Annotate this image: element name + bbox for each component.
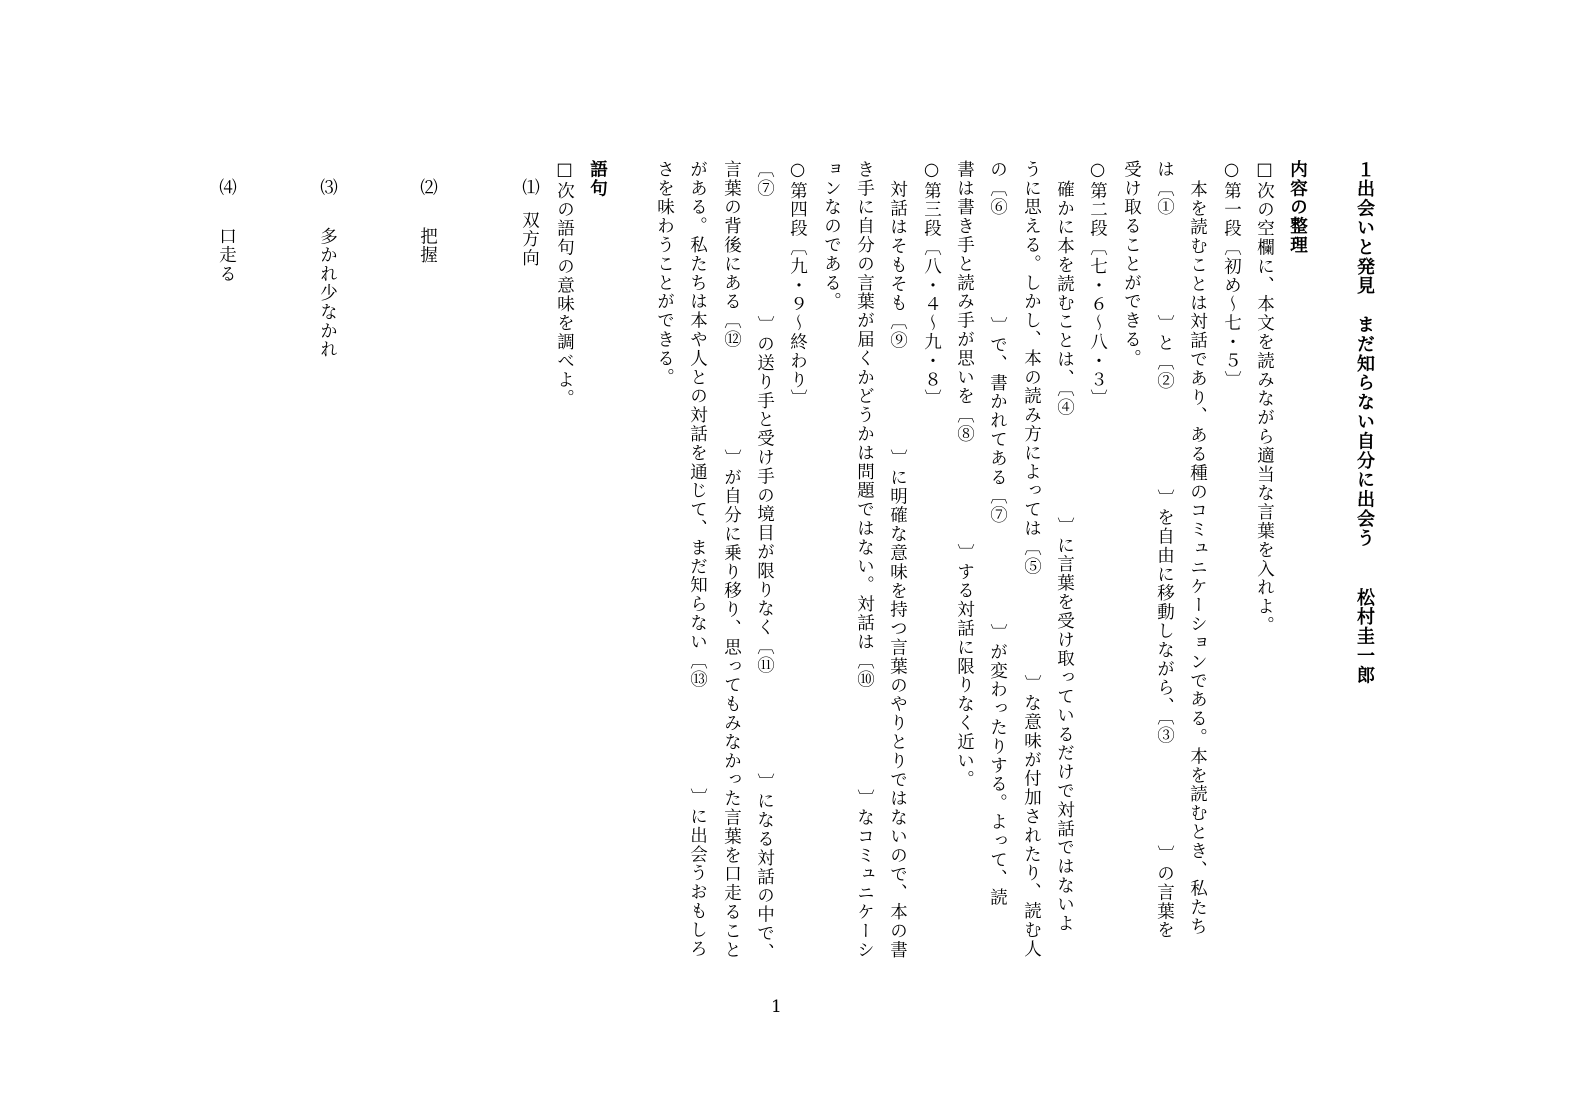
- paragraph-line: さを味わうことができる。: [654, 160, 675, 387]
- paragraph-line: [1155, 160, 1173, 940]
- vocab-item: [520, 178, 538, 268]
- vocab-item-number: ⑵: [417, 178, 438, 197]
- line-text: 〕が自分に乗り移り、思ってもみなかった言葉を口走ること: [721, 449, 742, 960]
- section-heading-content: 内容の整理: [1287, 160, 1308, 255]
- line-text: の〔⑥: [987, 160, 1008, 217]
- paragraph-line: ○第二段〔七・６～八・３〕: [1087, 160, 1108, 409]
- line-text: 〕になる対話の中で、: [754, 772, 775, 962]
- paragraph-line: [988, 160, 1006, 907]
- vocab-item-number: ⑷: [216, 178, 237, 197]
- line-text: 〕の送り手と受け手の境目が限りなく〔⑪: [754, 315, 775, 675]
- vocab-item-term: 多かれ少なかれ: [317, 226, 338, 360]
- line-text: 〔⑦: [754, 160, 775, 198]
- line-text: 〕する対話に限りなく近い。: [954, 543, 975, 790]
- header-column: [1355, 160, 1373, 685]
- paragraph-line: [888, 180, 906, 959]
- section-instruction: □次の語句の意味を調べよ。: [554, 160, 575, 409]
- vocab-item: [217, 178, 235, 284]
- line-text: き手に自分の言葉が届くかどうかは問題ではない。対話は〔⑩: [854, 160, 875, 690]
- paragraph-line: [688, 160, 706, 958]
- paragraph-line: [955, 160, 973, 789]
- line-text: 〕で、書かれてある〔⑦: [987, 316, 1008, 525]
- line-text: 対話はそもそも〔⑨: [887, 180, 908, 351]
- vocab-item-number: ⑶: [317, 178, 338, 197]
- page-number: 1: [771, 997, 782, 1017]
- line-text: 確かに本を読むことは、〔④: [1054, 180, 1075, 417]
- paragraph-line: 本を読むことは対話であり、ある種のコミュニケーションである。本を読むとき、私たち: [1187, 180, 1208, 936]
- line-text: は〔①: [1154, 160, 1175, 217]
- paragraph-line: [1022, 160, 1040, 958]
- paragraph-line: [1055, 180, 1073, 933]
- line-text: 〕が変わったりする。よって、読: [987, 623, 1008, 908]
- line-text: 〕に言葉を受け取っているだけで対話ではないよ: [1054, 516, 1075, 933]
- paragraph-line: [855, 160, 873, 959]
- paragraph-line: 受け取ることができる。: [1121, 160, 1142, 368]
- document-title: １出会いと発見 まだ知らない自分に出会う: [1354, 160, 1375, 548]
- paragraph-line: [755, 160, 773, 962]
- vocab-item-number: ⑴: [519, 178, 540, 197]
- line-text: 書は書き手と読み手が思いを〔⑧: [954, 160, 975, 444]
- line-text: 〕な意味が付加されたり、読む人: [1021, 674, 1042, 959]
- line-text: うに思える。しかし、本の読み方によっては〔⑤: [1021, 160, 1042, 576]
- section-instruction: □次の空欄に、本文を読みながら適当な言葉を入れよ。: [1254, 160, 1275, 635]
- paragraph-line: ○第一段〔初め～七・５〕: [1221, 160, 1242, 390]
- line-text: 〕の言葉を: [1154, 845, 1175, 940]
- line-text: 〕と〔②: [1154, 314, 1175, 391]
- line-text: 〕に出会うおもしろ: [687, 788, 708, 959]
- vocab-item-term: 口走る: [216, 226, 237, 284]
- vocab-item: [418, 178, 436, 265]
- paragraph-line: ョンなのである。: [821, 160, 842, 312]
- paragraph-line: [722, 160, 740, 959]
- vocab-item-term: 把握: [417, 226, 438, 265]
- section-heading-vocabulary: 語句: [587, 160, 608, 198]
- line-text: がある。私たちは本や人との対話を通じて、まだ知らない〔⑬: [687, 160, 708, 690]
- paragraph-line: ○第四段〔九・９～終わり〕: [787, 160, 808, 409]
- line-text: 言葉の背後にある〔⑫: [721, 160, 742, 349]
- author-name: 松村圭一郎: [1354, 588, 1375, 685]
- line-text: 〕なコミュニケーシ: [854, 789, 875, 960]
- vocab-item-term: 双方向: [519, 210, 540, 268]
- line-text: 〕を自由に移動しながら、〔③: [1154, 489, 1175, 746]
- vocab-item: [318, 178, 336, 359]
- paragraph-line: ○第三段〔八・４～九・８〕: [921, 160, 942, 409]
- line-text: 〕に明確な意味を持つ言葉のやりとりではないので、本の書: [887, 449, 908, 960]
